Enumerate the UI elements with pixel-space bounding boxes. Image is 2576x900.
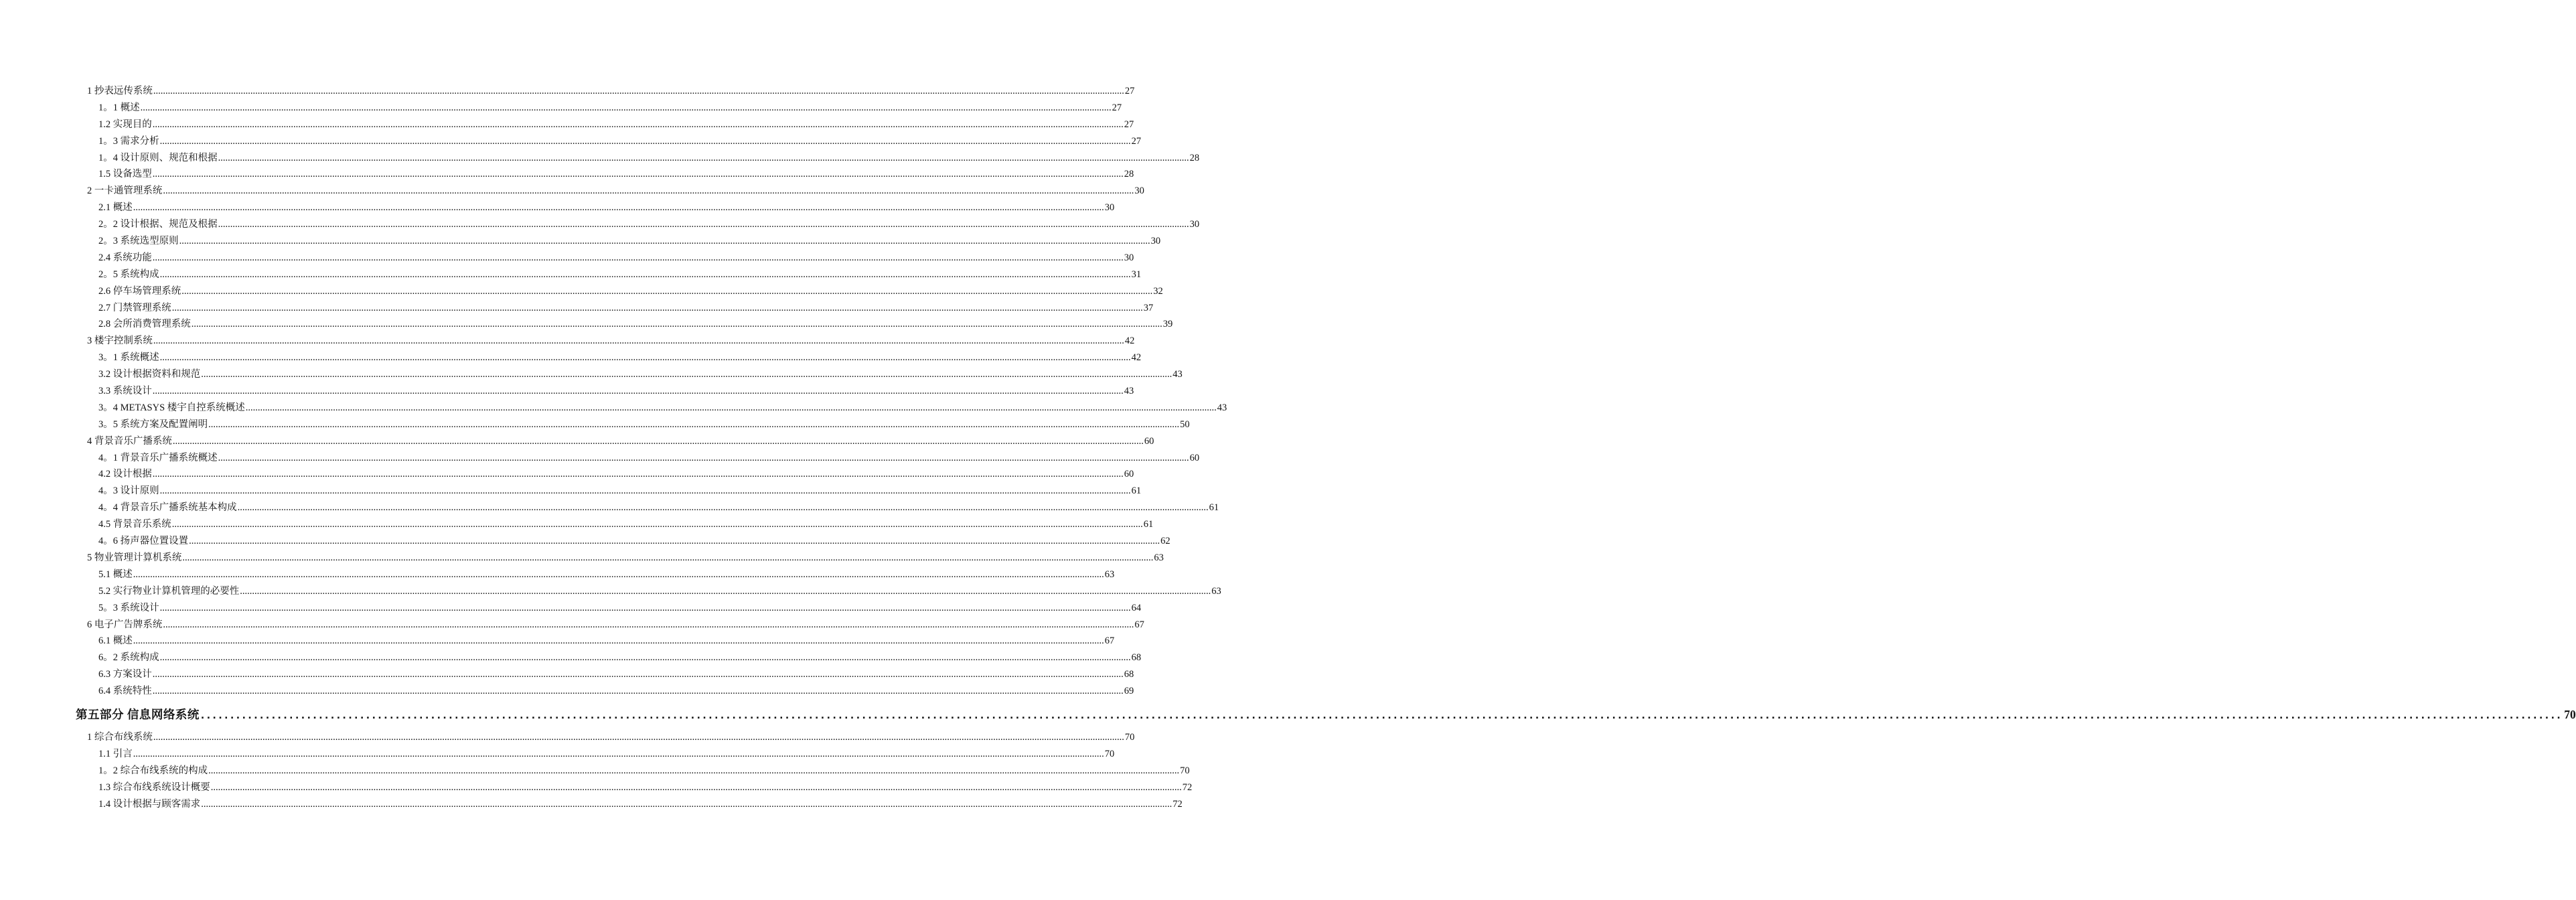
toc-page-number: 69 (1124, 686, 1134, 697)
toc-page-number: 28 (1189, 152, 1200, 163)
toc-entry-line (98, 683, 1134, 700)
toc-page-number: 63 (1154, 552, 1164, 563)
toc-entry-line (98, 133, 1142, 150)
toc-entry-title: 4。4 背景音乐广播系统基本构成 (98, 502, 237, 514)
toc-entry[interactable] (0, 650, 1142, 666)
toc-entry-title: 1.1 引言 (98, 748, 133, 759)
toc-entry-title: 1。1 概述 (98, 102, 140, 113)
toc-entry[interactable] (0, 316, 1173, 333)
toc-entry-line (98, 150, 1200, 167)
toc-part-heading[interactable] (0, 700, 2576, 729)
toc-entry[interactable] (0, 633, 1115, 650)
toc-entry[interactable] (0, 483, 1142, 500)
toc-entry[interactable] (0, 666, 1134, 683)
toc-page-number: 42 (1124, 335, 1135, 347)
toc-dot-leader: ................................................................................................................................................................................................................................................................................................................................................................................................................ (140, 102, 1112, 113)
toc-entry-title: 5 物业管理计算机系统 (87, 552, 182, 563)
toc-dot-leader: ................................................................................................................................................................................................................................................................................................................................................................................................................ (208, 765, 1180, 776)
toc-entry-title: 1。4 设计原则、规范和根据 (98, 152, 218, 163)
toc-entry-title: 第五部分 信息网络系统 (76, 707, 200, 721)
toc-entry-title: 4。1 背景音乐广播系统概述 (98, 452, 218, 463)
toc-entry-line (98, 650, 1142, 666)
toc-entry[interactable] (0, 746, 1115, 763)
toc-entry-line (98, 117, 1134, 133)
toc-entry[interactable] (0, 350, 1142, 366)
toc-dot-leader: ................................................................................................................................................................................................................................................................................................................................................................................................................ (182, 552, 1154, 563)
toc-entry[interactable] (0, 283, 1163, 300)
toc-page-number: 61 (1131, 485, 1142, 497)
toc-dot-leader: ................................................................................................................................................................................................................................................................................................................................................................................................................ (133, 569, 1104, 580)
toc-dot-leader: ................................................................................................................................................................................................................................................................................................................................................................................................................ (191, 319, 1162, 330)
toc-entry[interactable] (0, 366, 1183, 383)
toc-entry-title: 2.8 会所消费管理系统 (98, 319, 191, 330)
toc-entry[interactable] (0, 150, 1200, 167)
toc-page-number: 68 (1131, 652, 1142, 664)
toc-entry-line (98, 233, 1161, 250)
toc-dot-leader: ................................................................................................................................................................................................................................................................................................................................................................................................................ (218, 152, 1189, 163)
toc-entry-line (98, 567, 1115, 583)
toc-page-number: 30 (1104, 202, 1115, 214)
toc-page-number: 32 (1153, 285, 1163, 297)
toc-entry[interactable] (0, 267, 1142, 283)
toc-entry[interactable] (0, 779, 1193, 796)
toc-entry-title: 1.3 综合布线系统设计概要 (98, 781, 210, 793)
toc-entry-line (98, 796, 1183, 813)
toc-dot-leader: ................................................................................................................................................................................................................................................................................................................................................................................................................ (159, 652, 1131, 664)
toc-dot-leader: ................................................................................................................................................................................................................................................................................................................................................................................................................ (237, 502, 1209, 514)
toc-dot-leader: ................................................................................................................................................................................................................................................................................................................................................................................................................ (171, 302, 1143, 313)
toc-entry-line (98, 366, 1183, 383)
toc-entry-title: 5.2 实行物业计算机管理的必要性 (98, 585, 240, 597)
toc-entry[interactable] (0, 417, 1190, 433)
toc-page-number: 61 (1209, 502, 1219, 514)
toc-entry-line (98, 633, 1115, 650)
toc-entry-line (87, 83, 1135, 100)
toc-entry-title: 4 背景音乐广播系统 (87, 435, 172, 447)
toc-entry[interactable] (0, 500, 1219, 516)
toc-dot-leader: ................................................................................................................................................................................................................................................................................................................................................................................................................ (240, 585, 1211, 597)
toc-entry-line (98, 516, 1154, 533)
toc-dot-leader: ................................................................................................................................................................................................................................................................................................................................................................................................................ (181, 285, 1153, 297)
toc-entry-title: 2.6 停车场管理系统 (98, 285, 181, 297)
toc-entry[interactable] (0, 200, 1115, 216)
toc-entry[interactable] (0, 100, 1122, 117)
toc-dot-leader: ................................................................................................................................................................................................................................................................................................................................................................................................................ (133, 635, 1104, 647)
toc-dot-leader: ................................................................................................................................................................................................................................................................................................................................................................................................................ (159, 269, 1131, 280)
toc-entry[interactable] (0, 400, 1227, 417)
toc-entry-title: 2。5 系统构成 (98, 269, 159, 280)
toc-page-number: 70 (2564, 707, 2576, 721)
toc-entry-title: 4。6 扬声器位置设置 (98, 536, 189, 547)
toc-entry-line (98, 216, 1200, 233)
toc-entry-line (98, 300, 1154, 317)
toc-entry[interactable] (0, 83, 1135, 100)
toc-entry-title: 2。2 设计根据、规范及根据 (98, 219, 218, 230)
toc-entry[interactable] (0, 433, 1154, 450)
toc-entry-line (98, 666, 1134, 683)
toc-entry-line (87, 617, 1144, 633)
toc-dot-leader: ................................................................................................................................................................................................................................................................................................................................................................................................................ (218, 219, 1189, 230)
toc-entry-title: 2.1 概述 (98, 202, 133, 214)
toc-entry-title: 6.3 方案设计 (98, 669, 152, 680)
toc-entry-title: 4.5 背景音乐系统 (98, 519, 171, 530)
toc-entry-title: 2 一卡通管理系统 (87, 185, 163, 197)
toc-dot-leader: ................................................................................................................................................................................................................................................................................................................................................................................................................ (179, 236, 1150, 247)
toc-page-number: 72 (1172, 798, 1183, 810)
toc-dot-leader: ................................................................................................................................................................................................................................................................................................................................................................................................................ (159, 135, 1131, 147)
toc-entry-line (98, 250, 1134, 267)
toc-dot-leader: ................................................................................................................................................................................................................................................................................................................................................................................................................ (163, 619, 1134, 630)
toc-entry-title: 1 抄表远传系统 (87, 86, 153, 96)
toc-entry-title: 1。2 综合布线系统的构成 (98, 765, 208, 776)
toc-entry-title: 6.4 系统特性 (98, 686, 152, 697)
toc-entry-title: 6.1 概述 (98, 635, 133, 647)
toc-entry-title: 3 楼宇控制系统 (87, 335, 153, 347)
toc-entry[interactable] (0, 683, 1134, 700)
toc-entry[interactable] (0, 216, 1200, 233)
toc-entry[interactable] (0, 796, 1183, 813)
toc-entry-title: 3。5 系统方案及配置阐明 (98, 419, 208, 430)
toc-entry-title: 1.2 实现目的 (98, 119, 152, 130)
toc-dot-leader: ................................................................................................................................................................................................................................................................................................................................................................................................................ (152, 119, 1124, 130)
toc-dot-leader: ................................................................................................................................................................................................................................................................................................................................................................................................................ (189, 536, 1160, 547)
toc-dot-leader: ................................................................................................................................................................................................................................................................................................................................................................................................................ (171, 519, 1143, 530)
toc-page-number: 60 (1189, 452, 1200, 463)
toc-page-number: 27 (1131, 135, 1142, 147)
toc-dot-leader: ................................................................................................................................................................................................................................................................................................................................................................................................................ (159, 602, 1131, 613)
toc-dot-leader: ................................................................................................................................................................................................................................................................................................................................................................................................................ (172, 435, 1144, 447)
toc-page-number: 61 (1143, 519, 1154, 530)
toc-entry[interactable] (0, 133, 1142, 150)
toc-dot-leader: ................................................................................................................................................................................................................................................................................................................................................................................................................ (133, 202, 1104, 214)
toc-page-number: 31 (1131, 269, 1142, 280)
toc-page-number: 60 (1124, 469, 1134, 480)
toc-dot-leader: ................................................................................................................................................................................................................................................................................................................................................................................................................ (152, 469, 1124, 480)
toc-entry-line (98, 466, 1134, 483)
toc-entry[interactable] (0, 466, 1134, 483)
toc-entry-title: 1。3 需求分析 (98, 135, 159, 147)
toc-entry[interactable] (0, 300, 1154, 317)
toc-entry-line (98, 500, 1219, 516)
toc-entry[interactable] (0, 250, 1134, 267)
toc-entry-line (98, 316, 1173, 333)
toc-entry-title: 2。3 系统选型原则 (98, 236, 179, 247)
toc-dot-leader: ................................................................................................................................................................................................................................................................................................................................................................................................................ (200, 710, 2563, 721)
toc-entry-title: 3。4 METASYS 楼宇自控系统概述 (98, 402, 245, 413)
toc-entry-line (98, 400, 1227, 417)
toc-page-number: 63 (1104, 569, 1115, 580)
toc-page-number: 70 (1104, 748, 1115, 759)
toc-page-number: 70 (1180, 765, 1190, 776)
toc-dot-leader: ................................................................................................................................................................................................................................................................................................................................................................................................................ (153, 86, 1124, 96)
toc-entry[interactable] (0, 583, 1221, 600)
toc-dot-leader: ................................................................................................................................................................................................................................................................................................................................................................................................................ (159, 485, 1131, 497)
toc-dot-leader: ................................................................................................................................................................................................................................................................................................................................................................................................................ (218, 452, 1189, 463)
toc-dot-leader: ................................................................................................................................................................................................................................................................................................................................................................................................................ (208, 419, 1180, 430)
toc-dot-leader: ................................................................................................................................................................................................................................................................................................................................................................................................................ (210, 781, 1182, 793)
toc-entry-title: 1.4 设计根据与顾客需求 (98, 798, 201, 810)
toc-entry-line (98, 166, 1134, 183)
toc-page-number: 30 (1189, 219, 1200, 230)
toc-entry-line (98, 200, 1115, 216)
toc-page-number: 37 (1143, 302, 1154, 313)
toc-entry-line (98, 583, 1221, 600)
toc-dot-leader: ................................................................................................................................................................................................................................................................................................................................................................................................................ (201, 369, 1172, 380)
toc-entry-line (98, 600, 1142, 617)
toc-entry[interactable] (0, 567, 1115, 583)
toc-entry[interactable] (0, 600, 1142, 617)
toc-dot-leader: ................................................................................................................................................................................................................................................................................................................................................................................................................ (133, 748, 1104, 759)
toc-entry[interactable] (0, 617, 1144, 633)
toc-page-number: 43 (1124, 386, 1134, 397)
toc-entry-title: 5。3 系统设计 (98, 602, 159, 613)
toc-entry-line (98, 746, 1115, 763)
toc-entry-line (98, 417, 1190, 433)
toc-dot-leader: ................................................................................................................................................................................................................................................................................................................................................................................................................ (201, 798, 1172, 810)
toc-page-number: 39 (1162, 319, 1173, 330)
toc-dot-leader: ................................................................................................................................................................................................................................................................................................................................................................................................................ (152, 669, 1124, 680)
toc-page-number: 42 (1131, 352, 1142, 364)
toc-entry-line (98, 763, 1190, 779)
toc-entry-title: 3。1 系统概述 (98, 352, 159, 364)
toc-entry-title: 5.1 概述 (98, 569, 133, 580)
toc-page-number: 27 (1124, 119, 1134, 130)
toc-entry-title: 6。2 系统构成 (98, 652, 159, 664)
toc-entry[interactable] (0, 533, 1170, 550)
toc-dot-leader: ................................................................................................................................................................................................................................................................................................................................................................................................................ (245, 402, 1217, 413)
toc-entry-line (98, 283, 1163, 300)
toc-page-number: 67 (1134, 619, 1144, 630)
toc-dot-leader: ................................................................................................................................................................................................................................................................................................................................................................................................................ (152, 686, 1124, 697)
toc-dot-leader: ................................................................................................................................................................................................................................................................................................................................................................................................................ (152, 386, 1124, 397)
toc-page-number: 64 (1131, 602, 1142, 613)
toc-entry-title: 2.4 系统功能 (98, 252, 152, 263)
toc-entry-title: 3.2 设计根据资料和规范 (98, 369, 201, 380)
toc-page-number: 43 (1217, 402, 1227, 413)
toc-entry-line (98, 450, 1200, 467)
toc-page-number: 43 (1172, 369, 1183, 380)
toc-entry-title: 4.2 设计根据 (98, 469, 152, 480)
toc-entry-line (87, 433, 1154, 450)
toc-entry-line (98, 533, 1170, 550)
toc-page-number: 30 (1150, 236, 1161, 247)
toc-entry[interactable] (0, 516, 1154, 533)
toc-entry-line (87, 550, 1164, 567)
toc-entry-title: 2.7 门禁管理系统 (98, 302, 171, 313)
toc-dot-leader: ................................................................................................................................................................................................................................................................................................................................................................................................................ (153, 731, 1124, 743)
toc-entry-line (98, 779, 1193, 796)
toc-dot-leader: ................................................................................................................................................................................................................................................................................................................................................................................................................ (159, 352, 1131, 364)
toc-entry-title: 1.5 设备选型 (98, 169, 152, 180)
toc-entry-title: 1 综合布线系统 (87, 731, 153, 743)
toc-entry-line (87, 333, 1135, 350)
toc-entry-line (98, 267, 1142, 283)
toc-entry-title: 4。3 设计原则 (98, 485, 159, 497)
toc-entry[interactable] (0, 233, 1161, 250)
toc-entry[interactable] (0, 550, 1164, 567)
toc-entry[interactable] (0, 183, 1144, 200)
toc-page-number: 60 (1144, 435, 1154, 447)
table-of-contents (0, 83, 2576, 812)
toc-entry[interactable] (0, 450, 1200, 467)
toc-entry-title: 3.3 系统设计 (98, 386, 152, 397)
toc-page-number: 70 (1124, 731, 1135, 743)
toc-entry-line (98, 383, 1134, 400)
toc-dot-leader: ................................................................................................................................................................................................................................................................................................................................................................................................................ (153, 335, 1124, 347)
toc-dot-leader: ................................................................................................................................................................................................................................................................................................................................................................................................................ (152, 169, 1124, 180)
toc-entry[interactable] (0, 117, 1134, 133)
toc-entry-line (76, 700, 2576, 731)
toc-entry[interactable] (0, 383, 1134, 400)
toc-entry-line (98, 100, 1122, 117)
toc-entry[interactable] (0, 333, 1135, 350)
toc-page-number: 27 (1112, 102, 1122, 113)
toc-entry-line (98, 483, 1142, 500)
toc-page-number: 63 (1211, 585, 1221, 597)
toc-dot-leader: ................................................................................................................................................................................................................................................................................................................................................................................................................ (152, 252, 1124, 263)
toc-page-number: 68 (1124, 669, 1134, 680)
toc-entry[interactable] (0, 729, 1135, 746)
toc-entry-line (87, 729, 1135, 746)
toc-entry[interactable] (0, 763, 1190, 779)
toc-entry-line (87, 183, 1144, 200)
toc-page-number: 27 (1124, 86, 1135, 96)
toc-entry[interactable] (0, 166, 1134, 183)
toc-entry-line (98, 350, 1142, 366)
toc-page-number: 50 (1180, 419, 1190, 430)
toc-page-number: 67 (1104, 635, 1115, 647)
toc-page-number: 30 (1124, 252, 1134, 263)
toc-entry-title: 6 电子广告牌系统 (87, 619, 163, 630)
toc-page-number: 62 (1160, 536, 1170, 547)
toc-page-number: 28 (1124, 169, 1134, 180)
toc-page-number: 30 (1134, 185, 1144, 197)
toc-page-number: 72 (1182, 781, 1193, 793)
toc-dot-leader: ................................................................................................................................................................................................................................................................................................................................................................................................................ (163, 185, 1134, 197)
